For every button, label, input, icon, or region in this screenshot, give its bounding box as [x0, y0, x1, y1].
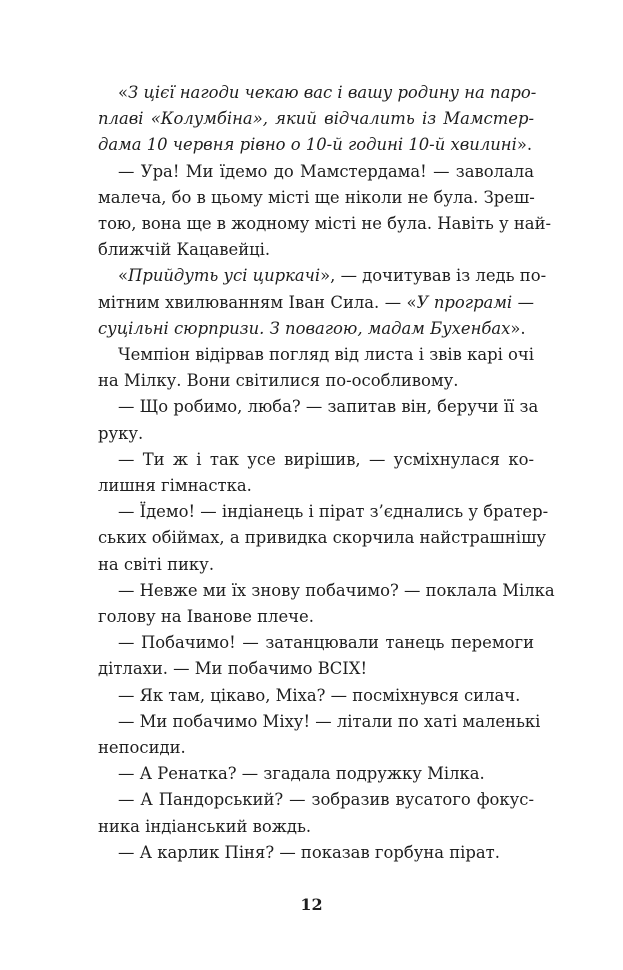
text-line: — Ура! Ми їдемо до Мамстердама! — заволала [118, 161, 534, 181]
page-text [98, 80, 555, 866]
text-line: — Побачимо! — затанцювали танець перемоги [118, 633, 534, 653]
text-line: суцільні сюрпризи. З повагою, мадам Бухенбах». [98, 318, 526, 338]
text-line: — А Ренатка? — згадала подружку Мілка. [118, 764, 485, 784]
text-line: ських обіймах, а привидка скорчила найстрашнішу [98, 528, 546, 548]
text-line: — Ти ж і так усе вирішив, — усміхнулася ко- [118, 449, 534, 469]
text-line: ника індіанський вождь. [98, 816, 312, 836]
text-line: — Як там, цікаво, Міха? — посміхнувся силач. [118, 685, 521, 705]
page-number: 12 [300, 895, 323, 914]
text-line: «З цієї нагоди чекаю вас і вашу родину на паро- [118, 83, 537, 102]
text-line: дама 10 червня рівно о 10-й годині 10-й хвилині». [98, 135, 533, 155]
text-line: тою, вона ще в жодному місті не була. Навіть у най- [98, 214, 552, 234]
text-line: плаві «Колумбіна», який відчалить із Мамстер- [98, 109, 534, 129]
text-line: — Невже ми їх знову побачимо? — поклала Мілка [118, 580, 555, 600]
text-line: — Що робимо, люба? — запитав він, беручи її за [118, 397, 539, 417]
text-line: малеча, бо в цьому місті ще ніколи не була. Зреш- [98, 187, 535, 207]
text-line: — А карлик Піня? — показав горбуна пірат. [118, 842, 500, 862]
text-line: мітним хвилюванням Іван Сила. — «У програмі — [98, 292, 534, 312]
text-line: дітлахи. — Ми побачимо ВСІХ! [98, 659, 368, 679]
text-line: на Мілку. Вони світилися по-особливому. [98, 371, 459, 391]
text-line: голову на Іванове плече. [98, 607, 314, 627]
text-line: — Ми побачимо Міху! — літали по хаті маленькі [118, 711, 541, 731]
text-line: ближчій Кацавейці. [98, 240, 271, 260]
text-line: «Прийдуть усі циркачі», — дочитував із ледь по- [118, 266, 547, 286]
text-line: лишня гімнастка. [98, 476, 252, 496]
text-line: руку. [98, 423, 144, 443]
text-line: на світі пику. [98, 554, 215, 574]
text-line: — А Пандорський? — зобразив вусатого фокус- [118, 790, 534, 810]
text-line: непосиди. [98, 738, 186, 758]
text-line: — Їдемо! — індіанець і пірат з’єднались у братер- [118, 502, 549, 522]
text-line: Чемпіон відірвав погляд від листа і звів карі очі [118, 345, 535, 365]
